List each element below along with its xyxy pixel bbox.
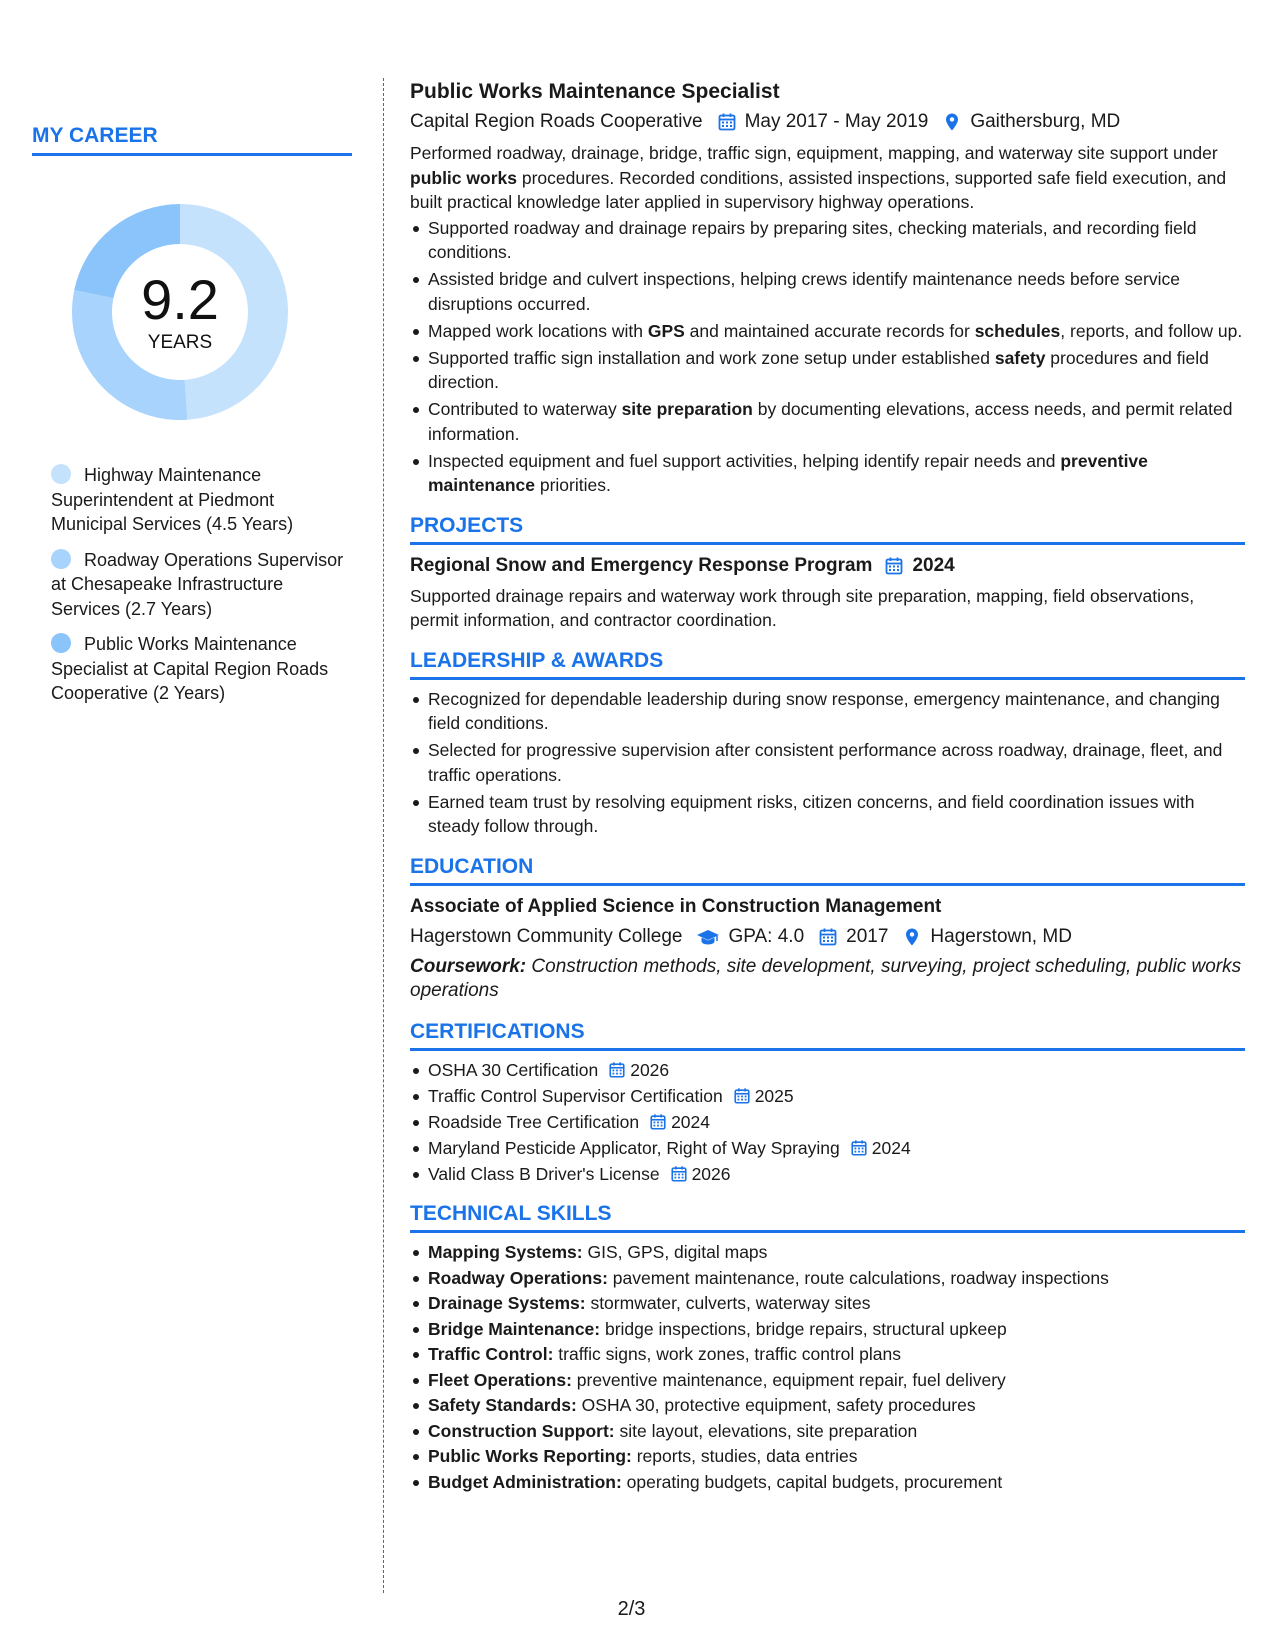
leadership-heading: LEADERSHIP & AWARDS: [410, 649, 1245, 680]
legend-item: [51, 463, 352, 537]
list-item: [410, 1419, 1245, 1444]
legend-item: [51, 632, 352, 706]
skill-label: Traffic Control:: [428, 1344, 554, 1364]
list-item: Selected for progressive supervision after consistent performance across roadway, drainage, fleet, and traffic operations.: [410, 738, 1245, 787]
list-item: [410, 1162, 1245, 1187]
skill-label: Construction Support:: [428, 1420, 615, 1441]
list-item: [410, 1342, 1245, 1367]
column-divider: [383, 78, 384, 1593]
list-item: [410, 1266, 1245, 1291]
bullet-bold: GPS: [647, 320, 685, 341]
list-item: [410, 1368, 1245, 1393]
list-item: [410, 397, 1245, 446]
skill-label: Budget Administration:: [428, 1471, 622, 1492]
legend-label: Highway Maintenance Superintendent at Piedmont Municipal Services (4.5 Years): [51, 465, 294, 534]
career-legend: [32, 463, 352, 706]
project-year: 2024: [912, 554, 955, 576]
bullet-text: Mapped work locations with: [428, 320, 648, 341]
my-career-heading: MY CAREER: [32, 124, 352, 156]
job-title: Public Works Maintenance Specialist: [410, 80, 780, 103]
projects-heading: PROJECTS: [410, 514, 1245, 545]
legend-label: Roadway Operations Supervisor at Chesapeake Infrastructure Services (2.7 Years): [51, 549, 344, 619]
certifications-list: [410, 1058, 1245, 1187]
cert-year: 2026: [691, 1163, 731, 1184]
company-name: Capital Region Roads Cooperative: [410, 111, 703, 132]
project-title: Regional Snow and Emergency Response Program: [410, 554, 873, 576]
sidebar: [32, 124, 352, 717]
education-meta: [410, 922, 1245, 952]
skill-value: site layout, elevations, site preparation: [614, 1420, 918, 1441]
coursework: [410, 955, 1245, 1004]
bullet-text: priorities.: [534, 475, 611, 495]
list-item: [410, 1393, 1245, 1418]
skill-value: stormwater, culverts, waterway sites: [585, 1293, 871, 1313]
skill-label: Drainage Systems:: [428, 1293, 586, 1313]
cert-name: OSHA 30 Certification: [428, 1059, 599, 1080]
cert-year: 2024: [871, 1137, 911, 1158]
job-dates: May 2017 - May 2019: [744, 111, 929, 132]
skill-label: Safety Standards:: [428, 1395, 577, 1415]
list-item: [410, 1444, 1245, 1469]
cert-year: 2025: [754, 1085, 794, 1106]
cert-year: 2026: [630, 1059, 670, 1080]
calendar-icon: [850, 1139, 868, 1157]
coursework-text: Construction methods, site development, surveying, project scheduling, public works operations: [410, 955, 1242, 1001]
list-item: [410, 1317, 1245, 1342]
legend-dot: [51, 633, 71, 653]
skill-label: Mapping Systems:: [428, 1242, 583, 1262]
bullet-text: Supported roadway and drainage repairs by preparing sites, checking materials, and recording field conditions.: [428, 217, 1197, 262]
job-location: Gaithersburg, MD: [970, 111, 1121, 132]
skills-list: [410, 1240, 1245, 1494]
list-item: [410, 346, 1245, 395]
leadership-list: [410, 687, 1245, 839]
list-item: [410, 1240, 1245, 1265]
legend-dot: [51, 549, 71, 569]
summary-text: procedures. Recorded conditions, assisted inspections, supported safe field execution, and built practical knowledge later applied in supervisory highway operations.: [410, 167, 1227, 212]
page-number: 2/3: [617, 1598, 646, 1620]
degree-title: Associate of Applied Science in Construction Management: [410, 895, 942, 917]
certifications-heading: CERTIFICATIONS: [410, 1020, 1245, 1051]
skill-value: pavement maintenance, route calculations, roadway inspections: [607, 1267, 1109, 1288]
skill-label: Roadway Operations:: [428, 1267, 608, 1288]
skill-value: operating budgets, capital budgets, procurement: [621, 1471, 1003, 1492]
bullet-text: Supported traffic sign installation and work zone setup under established: [428, 347, 995, 368]
location-pin-icon: [942, 112, 962, 132]
calendar-icon: [733, 1087, 751, 1105]
skill-label: Public Works Reporting:: [428, 1446, 632, 1466]
skill-value: bridge inspections, bridge repairs, structural upkeep: [600, 1318, 1007, 1339]
skill-value: reports, studies, data entries: [631, 1446, 858, 1466]
skill-label: Bridge Maintenance:: [428, 1318, 601, 1339]
gpa: GPA: 4.0: [728, 925, 805, 947]
years-label: YEARS: [147, 332, 213, 353]
legend-dot: [51, 464, 71, 484]
list-item: [410, 1136, 1245, 1161]
bullet-text: by documenting elevations, access needs, and permit related information.: [428, 399, 1233, 444]
bullet-bold: schedules: [974, 320, 1061, 341]
list-item: [410, 449, 1245, 498]
skill-value: GIS, GPS, digital maps: [582, 1242, 768, 1262]
calendar-icon: [649, 1113, 667, 1131]
calendar-icon: [717, 112, 737, 132]
bullet-text: Inspected equipment and fuel support activities, helping identify repair needs and: [428, 450, 1061, 471]
school-location: Hagerstown, MD: [930, 925, 1072, 947]
location-pin-icon: [902, 927, 922, 947]
career-donut-chart: [67, 199, 293, 425]
summary-text: Performed roadway, drainage, bridge, traffic sign, equipment, mapping, and waterway site support under: [410, 143, 1218, 163]
calendar-icon: [670, 1165, 688, 1183]
list-item: [410, 1110, 1245, 1135]
legend-label: Public Works Maintenance Specialist at Capital Region Roads Cooperative (2 Years): [51, 634, 329, 703]
summary-bold: public works: [410, 167, 517, 188]
bullet-text: procedures and field direction.: [428, 347, 1209, 392]
donut-center: [67, 199, 293, 425]
skill-value: traffic signs, work zones, traffic control plans: [553, 1344, 901, 1364]
bullet-bold: site preparation: [621, 399, 753, 419]
coursework-label: Coursework:: [410, 955, 527, 977]
project-description: Supported drainage repairs and waterway work through site preparation, mapping, field observations, permit information, and contractor coordination.: [410, 585, 1195, 630]
list-item: [410, 1291, 1245, 1316]
list-item: [410, 319, 1245, 344]
main-content: [410, 78, 1245, 1495]
legend-item: [51, 548, 352, 622]
bullet-text: , reports, and follow up.: [1060, 320, 1243, 341]
skill-label: Fleet Operations:: [428, 1369, 572, 1390]
job-summary: [410, 141, 1245, 215]
list-item: [410, 267, 1245, 316]
bullet-bold: preventive maintenance: [428, 450, 1148, 495]
education-heading: EDUCATION: [410, 855, 1245, 886]
job-meta: [410, 107, 1245, 137]
bullet-bold: safety: [994, 347, 1046, 368]
total-years-value: 9.2: [141, 268, 219, 331]
list-item: [410, 1084, 1245, 1109]
cert-name: Traffic Control Supervisor Certification: [428, 1085, 723, 1106]
list-item: Recognized for dependable leadership during snow response, emergency maintenance, and changing field conditions.: [410, 687, 1245, 736]
skill-value: preventive maintenance, equipment repair, fuel delivery: [571, 1369, 1006, 1390]
skills-heading: TECHNICAL SKILLS: [410, 1202, 1245, 1233]
bullet-text: Assisted bridge and culvert inspections, helping crews identify maintenance needs before service disruptions occurred.: [428, 269, 1180, 314]
list-item: [410, 1058, 1245, 1083]
cert-name: Valid Class B Driver's License: [428, 1163, 660, 1184]
calendar-icon: [818, 927, 838, 947]
job-bullets: [410, 216, 1245, 498]
skill-value: OSHA 30, protective equipment, safety procedures: [576, 1395, 976, 1415]
list-item: Earned team trust by resolving equipment risks, citizen concerns, and field coordination issues with steady follow through.: [410, 790, 1245, 839]
list-item: [410, 216, 1245, 265]
cert-name: Maryland Pesticide Applicator, Right of Way Spraying: [428, 1137, 840, 1158]
graduation-cap-icon: [696, 927, 720, 947]
calendar-icon: [608, 1061, 626, 1079]
project-title-row: [410, 552, 1245, 580]
graduation-year: 2017: [846, 925, 889, 947]
bullet-text: Contributed to waterway: [428, 399, 622, 419]
cert-name: Roadside Tree Certification: [428, 1111, 640, 1132]
bullet-text: and maintained accurate records for: [684, 320, 975, 341]
list-item: [410, 1470, 1245, 1495]
school-name: Hagerstown Community College: [410, 925, 683, 947]
cert-year: 2024: [671, 1111, 711, 1132]
calendar-icon: [884, 556, 904, 576]
